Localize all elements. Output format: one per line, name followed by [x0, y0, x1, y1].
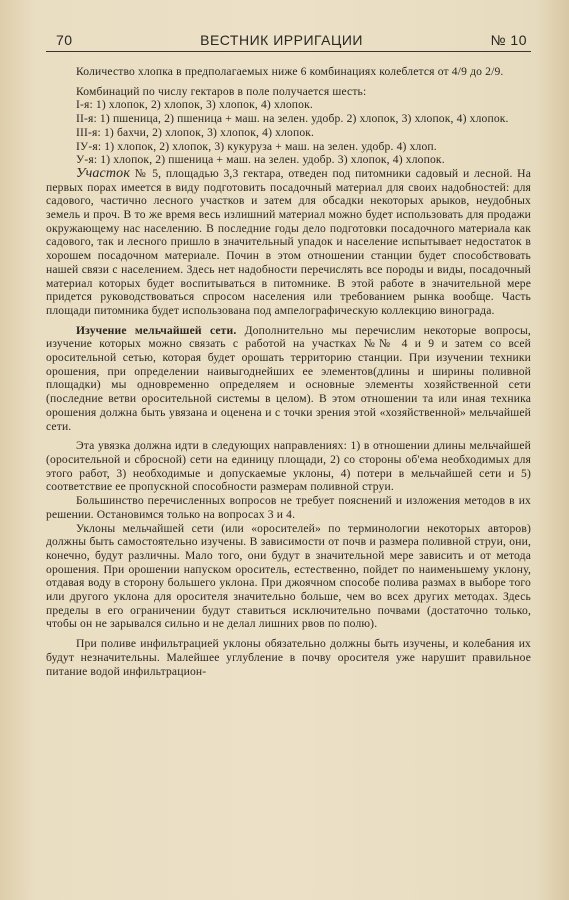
- section-lead-italic: Участок: [76, 165, 131, 181]
- section-heading: Изучение мельчайшей сети.: [76, 323, 237, 337]
- page-number: 70: [56, 32, 73, 48]
- combination-item: III-я: 1) бахчи, 2) хлопок, 3) хлопок, 4) хлопок.: [76, 125, 315, 139]
- paragraph-text: Дополнительно мы перечислим некоторые вопросы, изучение которых можно связать с работой на участках №№ 4 и 9 и затем со всей оросительной сетью, которая будет орошать территорию станции. При изучении техники орошения, при определении наивыгоднейших ее элементов(длины и ширины поливной площадки) мы одновременно определяем и основные элементы хозяйственной сети (последние ветви оросительной системы в целом). В этом отношении та или иная техника орошения должна быть увязана и оценена и с точки зрения этой «хозяйственной» мельчайшей сети.: [46, 323, 531, 433]
- paragraph: Большинство перечисленных вопросов не требует пояснений и изложения методов в их решении. Остановимся только на вопросах 3 и 4.: [46, 494, 531, 521]
- issue-number: № 10: [490, 32, 527, 48]
- paragraph: Уклоны мельчайшей сети (или «оросителей» по терминологии некоторых авторов) должны быть самостоятельно изучены. В зависимости от почв и размера поливной струи, они, конечно, будут различны. Мало того, они будут в значительной мере зависить и от метода орошения. При орошении напуском ороситель, естественно, пойдет по наименьшему уклону, отдавая воду в сторону большего уклона. При джоячном способе полива размах в выборе того или другого уклона для оросителя значительно больше, чем во всех других методах. Здесь пределы в его ограничении будут ставиться исключительно почвами (достаточно только, чтобы он не зарывался сильно и не делал лишних рвов по полю).: [46, 521, 531, 631]
- paragraph: [46, 167, 531, 318]
- combination-item: IУ-я: 1) хлопок, 2) хлопок, 3) кукуруза + маш. на зелен. удобр. 4) хлоп.: [76, 139, 437, 153]
- paragraph: Количество хлопка в предполагаемых ниже 6 комбинациях колеблется от 4/9 до 2/9.: [76, 65, 504, 78]
- header-rule: [46, 51, 531, 52]
- body-text: [46, 65, 531, 678]
- combination-item: I-я: 1) хлопок, 2) хлопок, 3) хлопок, 4) хлопок.: [76, 98, 313, 112]
- combination-item: II-я: 1) пшеница, 2) пшеница + маш. на зелен. удобр. 2) хлопок, 3) хлопок, 4) хлопок.: [76, 112, 509, 126]
- paragraph: При поливе инфильтрацией уклоны обязательно должны быть изучены, и колебания их будут незначительны. Малейшее углубление в почву оросителя уже нарушит правильное питание водой инфильтрацион-: [46, 637, 531, 678]
- paragraph: [46, 324, 531, 434]
- journal-title: ВЕСТНИК ИРРИГАЦИИ: [200, 32, 363, 48]
- running-header: [46, 32, 531, 51]
- paragraph: Комбинаций по числу гектаров в поле получается шесть:: [76, 84, 367, 98]
- paragraph-text: № 5, площадью 3,3 гектара, отведен под питомники садовый и лесной. На первых порах имеется в виду подготовить посадочный материал для своих надобностей: для садового, частично лесного участков и затем для обсадки некоторых арыков, неудобных земель и проч. В то же время весь излишний материал можно будет использовать для продажи окружающему нас населению. В последние годы дело подготовки посадочного материала как садового, так и лесного пришло в значительный упадок и население испытывает недостаток в хорошем посадочном материале. Почин в этом отношении станции будет способствовать нашей связи с населением. Здесь нет надобности перечислять все породы и виды, посадочный материал которых будет воспитываться в питомнике. В этой работе в значительной мере придется руководствоваться спросом населения или требованием рынка вообще. Часть площади питомника будет использована под ампелографическую коллекцию винограда.: [46, 166, 531, 317]
- paragraph: Эта увязка должна идти в следующих направлениях: 1) в отношении длины мельчайшей (оросительной и сбросной) сети на единицу площади, 2) со стороны об'ема необходимых для этого работ, 3) необходимые и допускаемые уклоны, 4) потери в мельчайшей сети и 5) соответствие ее пропускной способности размерам поливной струи.: [46, 439, 531, 494]
- combination-item: У-я: 1) хлопок, 2) пшеница + маш. на зелен. удобр. 3) хлопок, 4) хлопок.: [76, 153, 445, 167]
